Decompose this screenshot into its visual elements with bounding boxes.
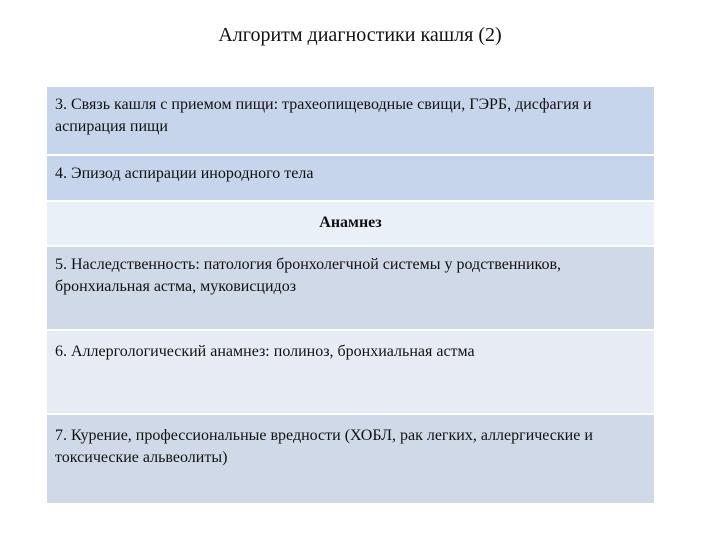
- table-row-6: 6. Аллергологический анамнез: полиноз, бронхиальная астма: [47, 331, 654, 415]
- section-header-anamnesis: Анамнез: [47, 202, 654, 247]
- table-row-7: 7. Курение, профессиональные вредности (ХОБЛ, рак легких, аллергические и токсические альвеолиты): [47, 415, 654, 503]
- content-table: [47, 87, 654, 503]
- table-row-3: 3. Связь кашля с приемом пищи: трахеопищеводные свищи, ГЭРБ, дисфагия и аспирация пищи: [47, 87, 654, 156]
- slide-title: Алгоритм диагностики кашля (2): [218, 24, 502, 46]
- table-row-5: 5. Наследственность: патология бронхолегчной системы у родственников, бронхиальная астма, муковисцидоз: [47, 247, 654, 331]
- table-row-4: 4. Эпизод аспирации инородного тела: [47, 156, 654, 202]
